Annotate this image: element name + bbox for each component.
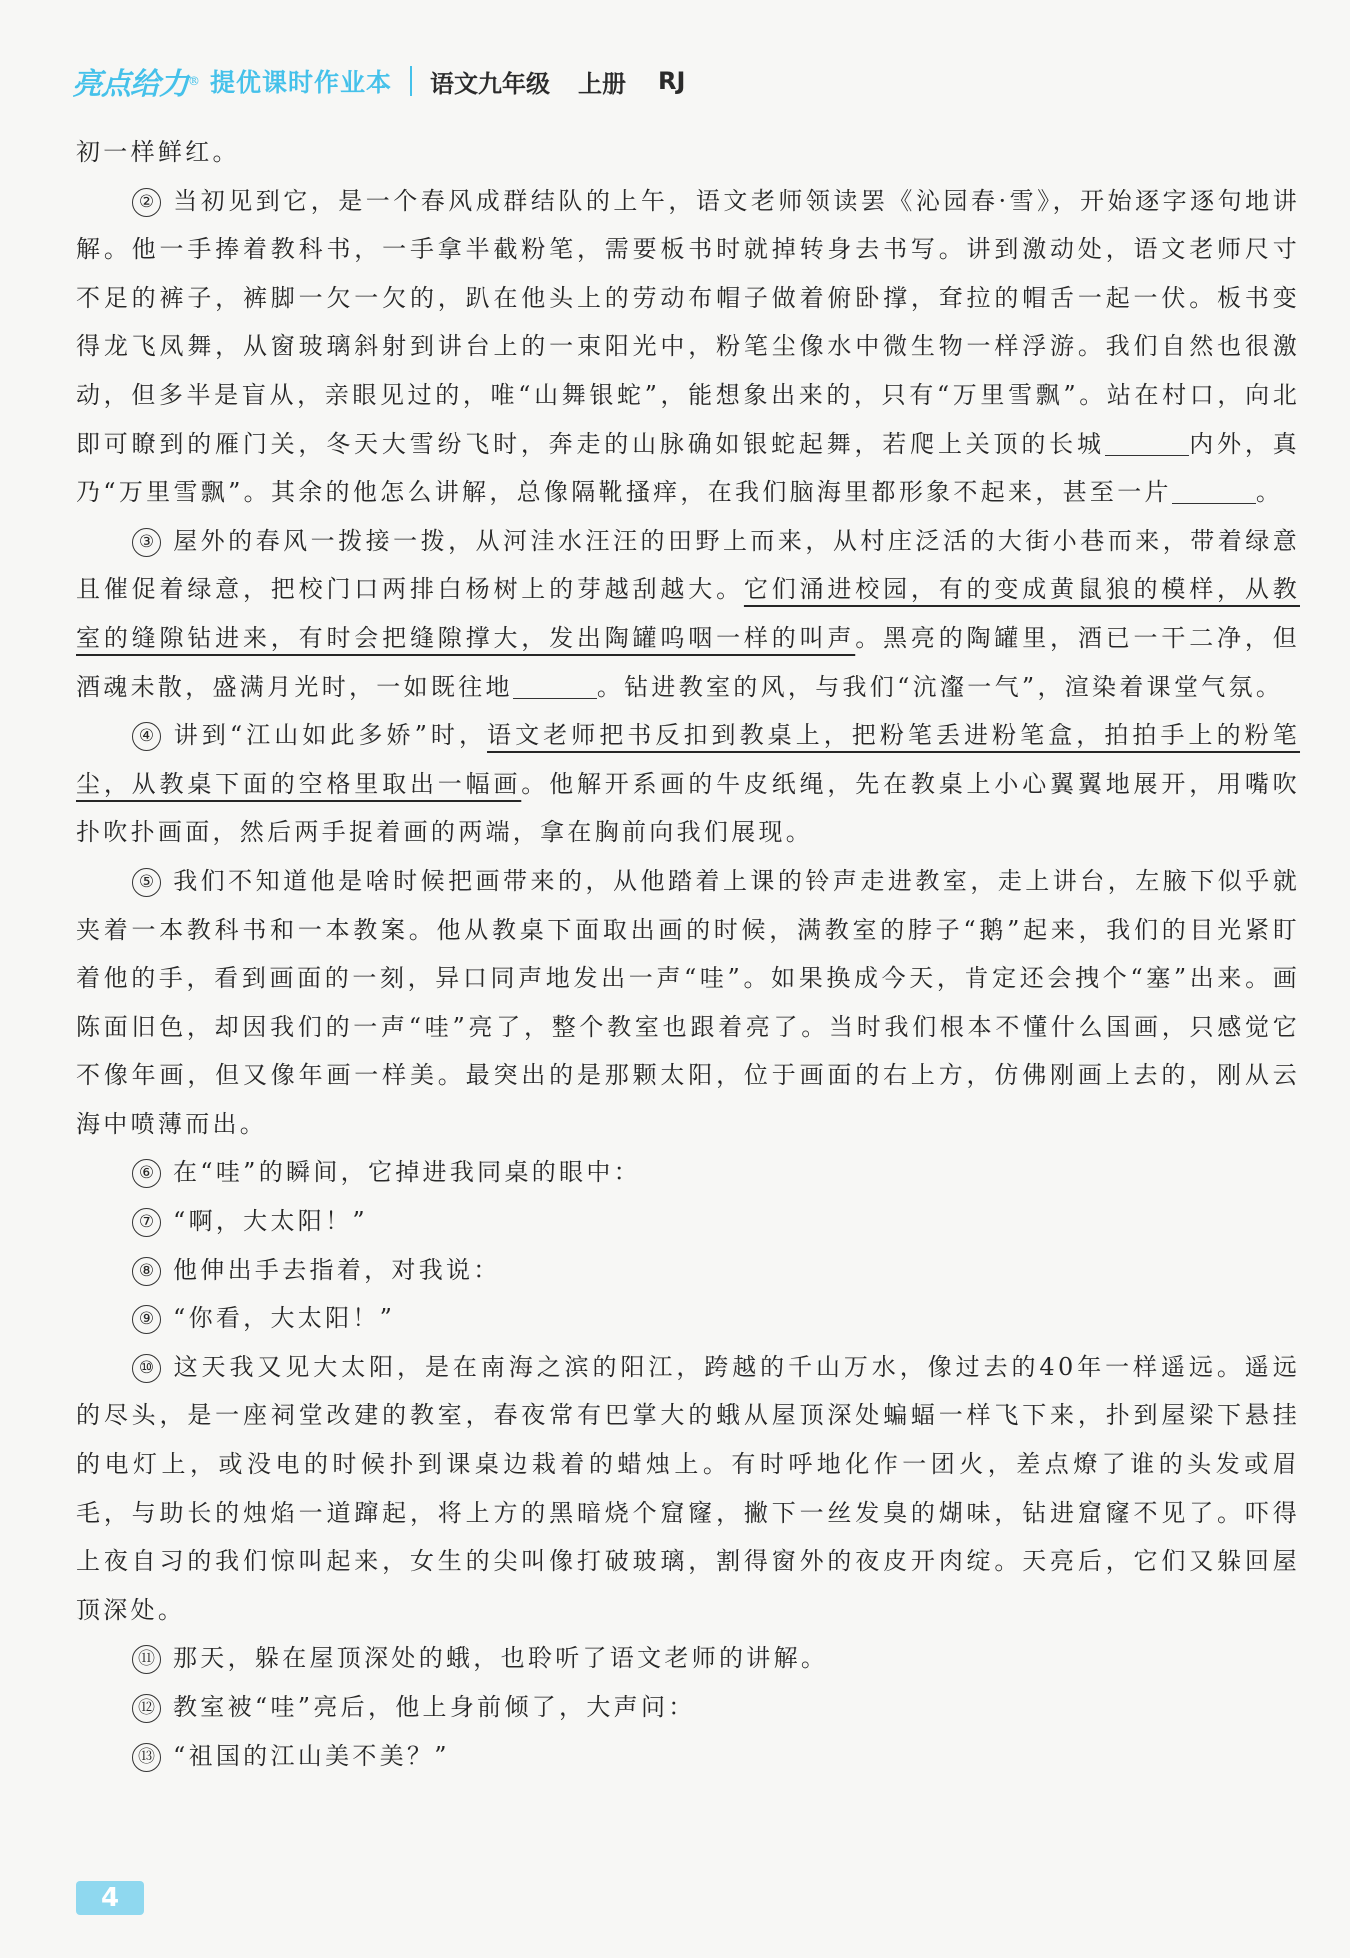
- paragraph-text: 他伸出手去指着，对我说：: [173, 1255, 501, 1284]
- paragraph-number: ⑤: [132, 868, 161, 897]
- paragraph-text: 。黑亮的陶罐里，酒已一干二净，但酒魂未散，盛满月光时，一如既往地: [76, 623, 1300, 701]
- fill-blank-2[interactable]: [1172, 475, 1256, 504]
- paragraph-number: ⑬: [132, 1743, 161, 1772]
- paragraph-number: ⑦: [132, 1208, 161, 1237]
- paragraph-text: 这天我又见大太阳，是在南海之滨的阳江，跨越的千山万水，像过去的40年一样遥远。遥远的尽头，是一座祠堂改建的教室，春夜常有巴掌大的蛾从屋顶深处蝙蝠一样飞下来，扑到屋梁下悬挂的电灯上，或没电的时候扑到课桌边栽着的蜡烛上。有时呼地化作一团火，差点燎了谁的头发或眉毛，与助长的烛焰一道蹿起，将上方的黑暗烧个窟窿，撇下一丝发臭的煳味，钻进窟窿不见了。吓得上夜自习的我们惊叫起来，女生的尖叫像打破玻璃，割得窗外的夜皮开肉绽。天亮后，它们又躲回屋顶深处。: [76, 1352, 1300, 1624]
- paragraph-text: 内外，真乃“万里雪飘”。其余的他怎么讲解，总像隔靴搔痒，在我们脑海里都形象不起来，甚至一片: [76, 429, 1300, 507]
- paragraph-text: 。他解开系画的牛皮纸绳，先在教桌上小心翼翼地展开，用嘴吹扑吹扑画面，然后两手捉着画的两端，拿在胸前向我们展现。: [76, 769, 1300, 847]
- paragraph-2: [76, 177, 1300, 517]
- paragraph-number: ⑧: [132, 1257, 161, 1286]
- page-number-badge: [76, 1881, 144, 1915]
- fill-blank-3[interactable]: [513, 670, 597, 699]
- paragraph-text: 。: [1255, 478, 1284, 507]
- subject-grade: 语文九年级: [430, 69, 551, 98]
- paragraph-number: ②: [132, 188, 161, 217]
- paragraph-text: 讲到“江山如此多娇”时，: [173, 721, 488, 750]
- paragraph-text: 屋外的春风一拨接一拨，从河洼水汪汪的田野上而来，从村庄泛活的大街小巷而来，带着绿意且催促着绿意，把校门口两排白杨树上的芽越刮越大。: [76, 526, 1300, 604]
- underlined-sentence: 语文老师把书反扣到教桌上，把粉笔丢进粉笔盒，拍拍手上的粉笔尘，从教桌下面的空格里取出一幅画: [76, 721, 1301, 798]
- paragraph-text: 我们不知道他是啥时候把画带来的，从他踏着上课的铃声走进教室，走上讲台，左腋下似乎就夹着一本教科书和一本教案。他从教桌下面取出画的时候，满教室的脖子“鹅”起来，我们的目光紧盯着他的手，看到画面的一刻，异口同声地发出一声“哇”。如果换成今天，肯定还会拽个“塞”出来。画陈面旧色，却因我们的一声“哇”亮了，整个教室也跟着亮了。当时我们根本不懂什么国画，只感觉它不像年画，但又像年画一样美。最突出的是那颗太阳，位于画面的右上方，仿佛刚画上去的，刚从云海中喷薄而出。: [76, 866, 1300, 1138]
- paragraph-number: ⑪: [132, 1645, 161, 1674]
- paragraph-number: ⑥: [132, 1159, 161, 1188]
- paragraph-number: ⑫: [132, 1694, 161, 1723]
- paragraph-text: 初一样鲜红。: [76, 138, 240, 166]
- paragraph-number: ⑨: [132, 1305, 161, 1334]
- paragraph-text: 当初见到它，是一个春风成群结队的上午，语文老师领读罢《沁园春·雪》，开始逐字逐句地讲解。他一手捧着教科书，一手拿半截粉笔，需要板书时就掉转身去书写。讲到激动处，语文老师尺寸不足的裤子，裤脚一欠一欠的，趴在他头上的劳动布帽子做着俯卧撑，耷拉的帽舌一起一伏。板书变得龙飞凤舞，从窗玻璃斜射到讲台上的一束阳光中，粉笔尘像水中微生物一样浮游。我们自然也很激动，但多半是盲从，亲眼见过的，唯“山舞银蛇”，能想象出来的，只有“万里雪飘”。站在村口，向北即可瞭到的雁门关，冬天大雪纷飞时，奔走的山脉确如银蛇起舞，若爬上关顶的长城: [76, 186, 1300, 458]
- paragraph-1-tail: [76, 128, 1300, 177]
- volume-label: 上册: [578, 69, 627, 98]
- page-number: 4: [100, 1883, 120, 1913]
- paragraph-10: [76, 1343, 1300, 1635]
- series-title: 提优课时作业本: [210, 68, 393, 97]
- underlined-sentence: 它们涌进校园，有的变成黄鼠狼的模样，从教室的缝隙钻进来，有时会把缝隙撑大，发出陶罐呜咽一样的叫声: [76, 575, 1300, 652]
- paragraph-text: “你看，大太阳！”: [173, 1304, 396, 1333]
- paragraph-text: 。钻进教室的风，与我们“沆瀣一气”，渲染着课堂气氛。: [596, 672, 1284, 701]
- page-header: [72, 58, 685, 104]
- paragraph-text: 在“哇”的瞬间，它掉进我同桌的眼中：: [173, 1158, 641, 1187]
- reading-passage: [76, 128, 1300, 1780]
- paragraph-text: “祖国的江山美不美？”: [173, 1741, 450, 1770]
- paragraph-11: [76, 1634, 1300, 1683]
- paragraph-4: [76, 711, 1300, 857]
- paragraph-number: ④: [132, 722, 161, 751]
- paragraph-6: [76, 1148, 1300, 1197]
- paragraph-text: 教室被“哇”亮后，他上身前倾了，大声问：: [173, 1693, 696, 1721]
- paragraph-3: [76, 517, 1300, 711]
- paragraph-number: ⑩: [132, 1354, 161, 1383]
- paragraph-8: [76, 1246, 1300, 1295]
- edition-label: RJ: [658, 67, 686, 95]
- paragraph-text: 那天，躲在屋顶深处的蛾，也聆听了语文老师的讲解。: [173, 1644, 829, 1673]
- paragraph-text: “啊，大太阳！”: [173, 1207, 368, 1236]
- paragraph-7: [76, 1197, 1300, 1246]
- paragraph-9: [76, 1294, 1300, 1343]
- header-divider: [410, 66, 412, 96]
- registered-mark: ®: [188, 74, 200, 88]
- brand-logo: 亮点给力: [72, 67, 188, 102]
- paragraph-5: [76, 857, 1300, 1149]
- fill-blank-1[interactable]: [1105, 427, 1189, 456]
- paragraph-13: [76, 1732, 1300, 1781]
- paragraph-12: [76, 1683, 1300, 1732]
- paragraph-number: ③: [132, 528, 161, 557]
